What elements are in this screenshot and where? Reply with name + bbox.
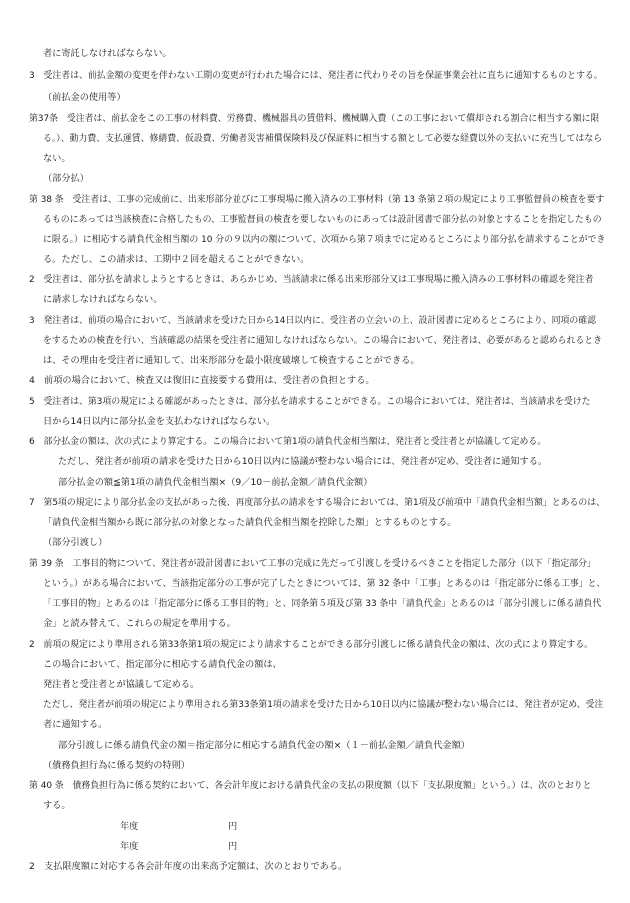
text-line: る。）、動力費、支払運賃、修繕費、仮設費、労働者災害補償保険料及び保証料に相当する額として必要な経費以外の支払いに充当してはなら — [43, 134, 603, 144]
text-line: に請求しなければならない。 — [43, 294, 163, 305]
paragraph-3-line: 3 受注者は、前払金額の変更を伴わない工期の変更が行われた場合には、発注者に代わりその旨を保証事業会社に直ちに通知するものとする。 — [29, 71, 603, 81]
fiscal-year-label: 年度 — [120, 821, 139, 832]
paragraph-3-line: 3 発注者は、前項の場合において、当該請求を受けた日から14日以内に、受注者の立会いの上、設計図書に定めるところにより、同項の確認 — [29, 316, 597, 326]
text-line: という。）がある場合において、当該指定部分の工事が完了したときについては、第 32 条中「工事」とあるのは「指定部分に係る工事」と、 — [43, 579, 606, 589]
section-heading: （債務負担行為に係る契約の特則） — [43, 760, 190, 771]
text-line: 発注者と受注者とが協議して定める。 — [43, 679, 200, 690]
text-line: する。 — [43, 800, 71, 811]
formula-line: 部分払金の額≦第1項の請負代金相当額×（9／10－前払金額／請負代金額） — [58, 477, 373, 488]
text-line: ない。 — [43, 153, 71, 164]
text-line: るものにあっては当該検査に合格したもの、工事監督員の検査を要しないものにあっては設計図書で部分払の対象とすることを指定したもの — [43, 215, 602, 225]
paragraph-2-line: 2 前項の規定により準用される第33条第1項の規定により請求することができる部分引渡しに係る請負代金の額は、次の式により算定する。 — [29, 640, 593, 650]
paragraph-2-line: 2 受注者は、部分払を請求しようとするときは、あらかじめ、当該請求に係る出来形部分又は工事現場に搬入済みの工事材料の確認を発注者 — [29, 275, 594, 285]
article-38-line: 第 38 条 受注者は、工事の完成前に、出来形部分並びに工事現場に搬入済みの工事材料（第 13 条第２項の規定により工事監督員の検査を要す — [29, 195, 605, 205]
section-heading: （部分払） — [43, 173, 89, 184]
yen-label: 円 — [228, 841, 238, 852]
article-37-line: 第37条 受注者は、前払金をこの工事の材料費、労務費、機械器具の賃借料、機械購入費（この工事において償却される割合に相当する額に限 — [29, 114, 600, 124]
section-heading: （前払金の使用等） — [43, 92, 126, 103]
formula-line: 部分引渡しに係る請負代金の額＝指定部分に相応する請負代金の額×（１－前払金額／請負代金額） — [58, 740, 470, 751]
paragraph-4-line: 4 前項の場合において、検査又は復旧に直接要する費用は、受注者の負担とする。 — [29, 375, 375, 386]
text-line: ただし、発注者が前項の請求を受けた日から10日以内に協議が整わない場合には、発注者が定め、受注者に通知する。 — [58, 456, 548, 467]
text-line: る。ただし、この請求は、工期中２回を超えることができない。 — [43, 254, 310, 265]
paragraph-7-line: 7 第5項の規定により部分払金の支払があった後、再度部分払の請求をする場合においては、第1項及び前項中「請負代金相当額」とあるのは、 — [29, 498, 605, 508]
text-line: 者に通知する。 — [43, 719, 108, 730]
text-line: 「請負代金相当額から既に部分払の対象となった請負代金相当額を控除した額」とするものとする。 — [43, 517, 457, 528]
fiscal-year-label: 年度 — [120, 841, 139, 852]
text-line: 金」と読み替えて、これらの規定を準用する。 — [43, 618, 236, 629]
text-line: 者に寄託しなければならない。 — [43, 48, 172, 59]
article-39-line: 第 39 条 工事目的物について、発注者が設計図書において工事の完成に先だって引渡しを受けるべきことを指定した部分（以下「指定部分」 — [29, 559, 596, 569]
text-line: に限る。）に相応する請負代金相当額の 10 分の９以内の額について、次項から第７項までに定めるところにより部分払を請求することができ — [43, 235, 606, 245]
paragraph-5-line: 5 受注者は、第3項の規定による確認があったときは、部分払を請求することができる。この場合においては、発注者は、当該請求を受けた — [29, 397, 591, 407]
section-heading: （部分引渡し） — [43, 537, 108, 548]
text-line: 日から14日以内に部分払金を支払わなければならない。 — [43, 416, 276, 427]
yen-label: 円 — [228, 821, 238, 832]
article-40-line: 第 40 条 債務負担行為に係る契約において、各会計年度における請負代金の支払の限度額（以下「支払限度額」という。）は、次のとおりと — [29, 781, 592, 791]
paragraph-2-line: 2 支払限度額に対応する各会計年度の出来高予定額は、次のとおりである。 — [29, 861, 348, 872]
text-line: 「工事目的物」とあるのは「指定部分に係る工事目的物」と、同条第５項及び第 33 条中「請負代金」とあるのは「部分引渡しに係る請負代 — [43, 599, 602, 609]
text-line: をするための検査を行い、当該確認の結果を受注者に通知しなければならない。この場合において、発注者は、必要があると認められるとき — [43, 336, 602, 346]
paragraph-6-line: 6 部分払金の額は、次の式により算定する。この場合において第1項の請負代金相当額は、発注者と受注者とが協議して定める。 — [29, 437, 547, 447]
text-line: は、その理由を受注者に通知して、出来形部分を最小限度破壊して検査することができる。 — [43, 355, 420, 366]
text-line: ただし、発注者が前項の規定により準用される第33条第1項の請求を受けた日から10日以内に協議が整わない場合には、発注者が定め、受注 — [43, 700, 604, 710]
text-line: この場合において、指定部分に相応する請負代金の額は、 — [43, 659, 282, 670]
